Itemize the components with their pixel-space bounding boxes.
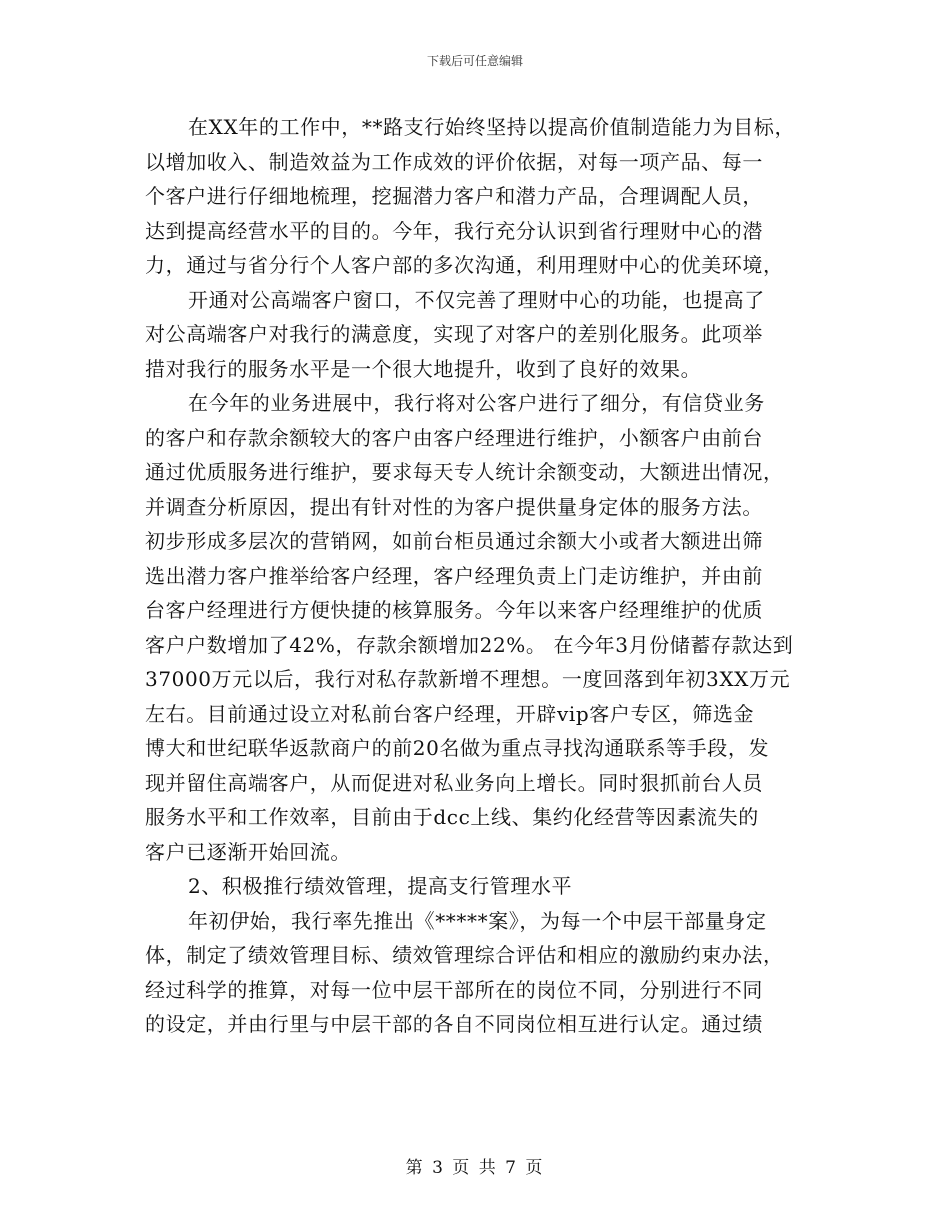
text-line: 开通对公高端客户窗口，不仅完善了理财中心的功能，也提高了 bbox=[188, 287, 765, 312]
page-header: 下载后可任意编辑 bbox=[426, 54, 523, 68]
text-line: 在今年的业务进展中，我行将对公客户进行了细分，有信贷业务 bbox=[188, 391, 765, 415]
text-line: 台客户经理进行方便快捷的核算服务。今年以来客户经理维护的优质 bbox=[145, 598, 763, 622]
text-line: 对公高端客户对我行的满意度，实现了对客户的差别化服务。此项举 bbox=[145, 322, 763, 346]
text-line: 2、积极推行绩效管理，提高支行管理水平 bbox=[188, 874, 573, 898]
text-line: 经过科学的推算，对每一位中层干部所在的岗位不同，分别进行不同 bbox=[145, 977, 763, 1002]
text-line: 措对我行的服务水平是一个很大地提升，收到了良好的效果。 bbox=[145, 356, 702, 381]
text-line: 个客户进行仔细地梳理，挖掘潜力客户和潜力产品，合理调配人员， bbox=[145, 184, 763, 208]
text-line: 客户户数增加了42%，存款余额增加22%。 在今年3月份储蓄存款达到 bbox=[145, 632, 794, 657]
text-line: 体，制定了绩效管理目标、绩效管理综合评估和相应的激励约束办法， bbox=[145, 943, 784, 967]
text-line: 选出潜力客户推举给客户经理，客户经理负责上门走访维护，并由前 bbox=[145, 563, 763, 588]
text-line: 的客户和存款余额较大的客户由客户经理进行维护，小额客户由前台 bbox=[145, 425, 763, 450]
text-line: 年初伊始，我行率先推出《*****案》，为每一个中层干部量身定 bbox=[188, 908, 767, 933]
text-line: 的设定，并由行里与中层干部的各自不同岗位相互进行认定。通过绩 bbox=[145, 1012, 763, 1036]
text-line: 通过优质服务进行维护，要求每天专人统计余额变动，大额进出情况， bbox=[145, 460, 784, 484]
text-line: 力，通过与省分行个人客户部的多次沟通，利用理财中心的优美环境， bbox=[145, 253, 784, 277]
page-number-footer: 第 3 页 共 7 页 bbox=[405, 1158, 545, 1178]
text-line: 初步形成多层次的营销网，如前台柜员通过余额大小或者大额进出筛 bbox=[145, 529, 763, 553]
text-line: 博大和世纪联华返款商户的前20名做为重点寻找沟通联系等手段，发 bbox=[145, 736, 770, 760]
text-line: 达到提高经营水平的目的。今年，我行充分认识到省行理财中心的潜 bbox=[145, 218, 763, 243]
text-line: 以增加收入、制造效益为工作成效的评价依据，对每一项产品、每一 bbox=[145, 149, 763, 174]
document-body bbox=[145, 110, 825, 1042]
text-line: 37000万元以后，我行对私存款新增不理想。一度回落到年初3XX万元 bbox=[145, 667, 791, 691]
text-line: 在XX年的工作中，**路支行始终坚持以提高价值制造能力为目标， bbox=[188, 115, 796, 139]
text-line: 客户已逐渐开始回流。 bbox=[145, 839, 351, 864]
text-line: 并调查分析原因，提出有针对性的为客户提供量身定体的服务方法。 bbox=[145, 494, 763, 519]
text-line: 左右。目前通过设立对私前台客户经理，开辟vip客户专区，筛选金 bbox=[145, 701, 755, 726]
text-line: 服务水平和工作效率，目前由于dcc上线、集约化经营等因素流失的 bbox=[145, 805, 759, 829]
text-line: 现并留住高端客户，从而促进对私业务向上增长。同时狠抓前台人员 bbox=[145, 770, 763, 795]
